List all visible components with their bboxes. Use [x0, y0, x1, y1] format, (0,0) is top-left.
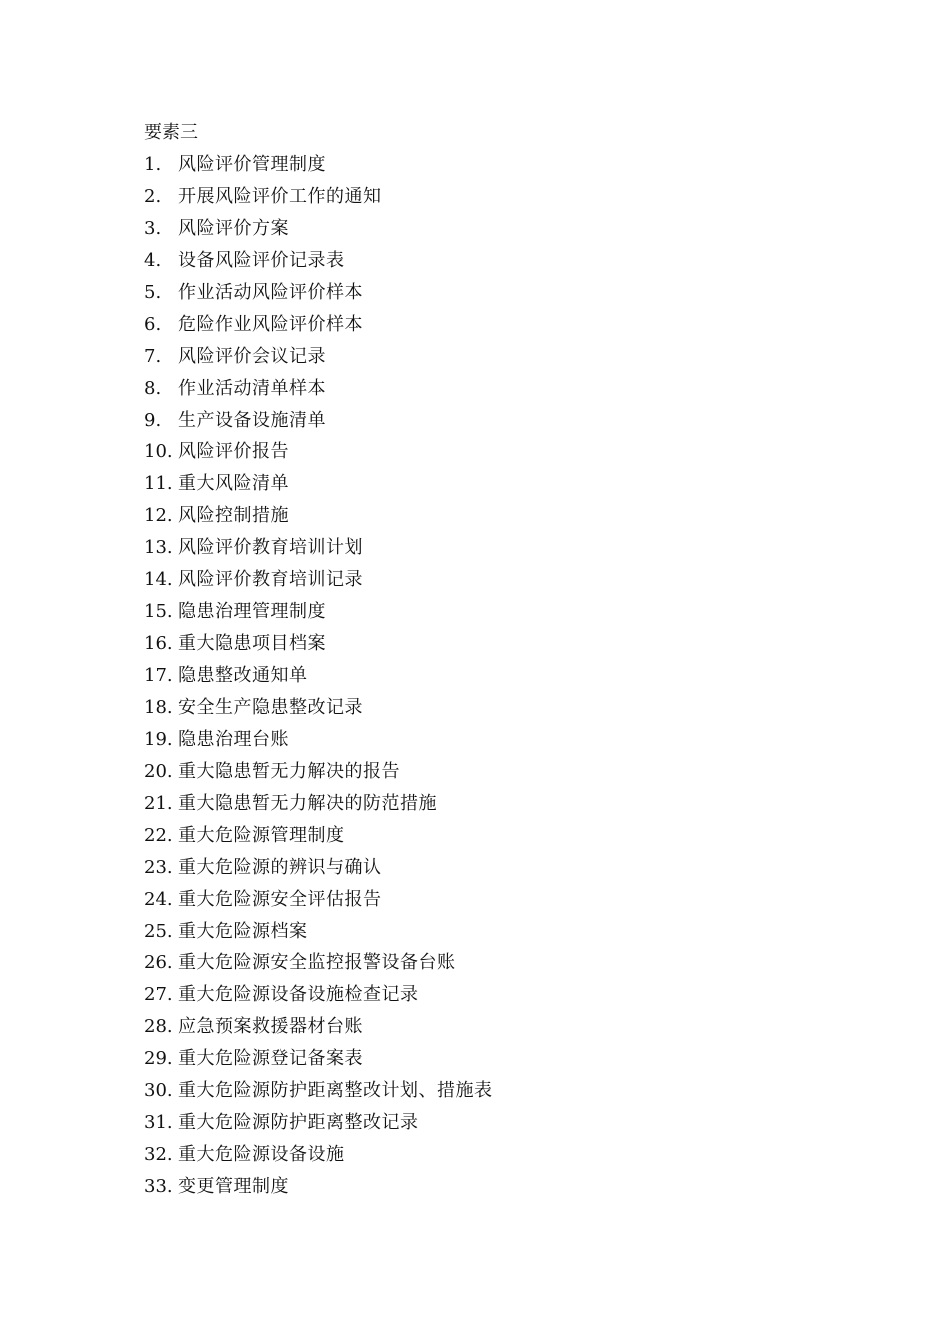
list-item [144, 341, 844, 373]
list-item [144, 692, 844, 724]
item-number: 29. [144, 1048, 173, 1070]
item-text: 风险评价方案 [178, 217, 289, 239]
item-text: 风险控制措施 [178, 505, 289, 527]
item-number: 9. [144, 409, 162, 431]
list-item [144, 1139, 844, 1171]
list-item [144, 660, 844, 692]
item-number: 30. [144, 1080, 173, 1102]
item-text: 重大危险源防护距离整改计划、措施表 [178, 1080, 493, 1102]
list-item [144, 245, 844, 277]
list-item [144, 628, 844, 660]
item-text: 危险作业风险评价样本 [178, 313, 363, 335]
item-number: 18. [144, 696, 173, 718]
item-text: 开展风险评价工作的通知 [178, 185, 382, 207]
item-text: 风险评价管理制度 [178, 154, 326, 175]
item-number: 2. [144, 185, 162, 207]
document-content [144, 117, 844, 1203]
item-number: 3. [144, 217, 162, 239]
item-number: 14. [144, 569, 173, 591]
item-text: 重大危险源管理制度 [178, 824, 345, 846]
list-item [144, 564, 844, 596]
item-text: 重大危险源设备设施检查记录 [178, 984, 419, 1006]
item-number: 27. [144, 984, 173, 1006]
item-text: 隐患治理管理制度 [178, 601, 326, 623]
section-heading: 要素三 [144, 122, 198, 143]
list-item [144, 436, 844, 468]
list-item [144, 1011, 844, 1043]
item-text: 重大隐患项目档案 [178, 633, 326, 655]
item-number: 19. [144, 728, 173, 750]
item-text: 重大危险源防护距离整改记录 [178, 1112, 419, 1134]
item-number: 22. [144, 824, 173, 846]
item-number: 7. [144, 345, 162, 367]
item-text: 应急预案救援器材台账 [178, 1016, 363, 1038]
item-text: 重大隐患暂无力解决的防范措施 [178, 792, 437, 814]
list-item [144, 500, 844, 532]
item-text: 设备风险评价记录表 [178, 249, 345, 271]
item-number: 8. [144, 377, 162, 399]
item-text: 风险评价教育培训记录 [178, 569, 363, 591]
item-number: 23. [144, 856, 173, 878]
item-number: 24. [144, 888, 173, 910]
item-number: 10. [144, 441, 173, 463]
item-text: 重大危险源的辨识与确认 [178, 856, 382, 878]
item-text: 风险评价报告 [178, 441, 289, 463]
item-text: 生产设备设施清单 [178, 409, 326, 431]
item-number: 28. [144, 1016, 173, 1038]
item-number: 31. [144, 1112, 173, 1134]
list-item [144, 947, 844, 979]
item-number: 1. [144, 154, 162, 175]
list-item [144, 149, 844, 181]
list-item [144, 916, 844, 948]
item-number: 15. [144, 601, 173, 623]
item-number: 32. [144, 1144, 173, 1166]
item-text: 作业活动清单样本 [178, 377, 326, 399]
list-item [144, 852, 844, 884]
item-text: 重大危险源登记备案表 [178, 1048, 363, 1070]
list-item [144, 277, 844, 309]
item-number: 33. [144, 1176, 173, 1197]
item-number: 21. [144, 792, 173, 814]
item-text: 重大风险清单 [178, 473, 289, 495]
list-item [144, 373, 844, 405]
item-text: 重大危险源档案 [178, 920, 308, 942]
item-text: 隐患治理台账 [178, 728, 289, 750]
item-number: 26. [144, 952, 173, 974]
item-text: 重大危险源安全监控报警设备台账 [178, 952, 456, 974]
item-number: 13. [144, 537, 173, 559]
list-item [144, 213, 844, 245]
list-item [144, 1171, 844, 1203]
list-item [144, 756, 844, 788]
item-number: 16. [144, 633, 173, 655]
list-item [144, 884, 844, 916]
list-item [144, 1075, 844, 1107]
item-number: 20. [144, 760, 173, 782]
list-item [144, 181, 844, 213]
item-text: 重大危险源安全评估报告 [178, 888, 382, 910]
list-item [144, 724, 844, 756]
item-text: 安全生产隐患整改记录 [178, 696, 363, 718]
list-item [144, 405, 844, 437]
list-item [144, 1107, 844, 1139]
item-text: 隐患整改通知单 [178, 665, 308, 686]
item-text: 风险评价教育培训计划 [178, 537, 363, 559]
item-number: 17. [144, 665, 173, 686]
item-number: 11. [144, 473, 173, 495]
item-number: 6. [144, 313, 162, 335]
item-list [144, 149, 844, 1203]
item-number: 25. [144, 920, 173, 942]
list-item [144, 979, 844, 1011]
item-number: 5. [144, 281, 162, 303]
item-text: 变更管理制度 [178, 1176, 289, 1197]
list-item [144, 596, 844, 628]
item-text: 风险评价会议记录 [178, 345, 326, 367]
item-text: 作业活动风险评价样本 [178, 281, 363, 303]
list-item [144, 532, 844, 564]
item-text: 重大危险源设备设施 [178, 1144, 345, 1166]
list-item [144, 788, 844, 820]
item-number: 12. [144, 505, 173, 527]
list-item [144, 468, 844, 500]
list-item [144, 820, 844, 852]
list-item [144, 309, 844, 341]
list-item [144, 1043, 844, 1075]
item-text: 重大隐患暂无力解决的报告 [178, 760, 400, 782]
item-number: 4. [144, 249, 162, 271]
